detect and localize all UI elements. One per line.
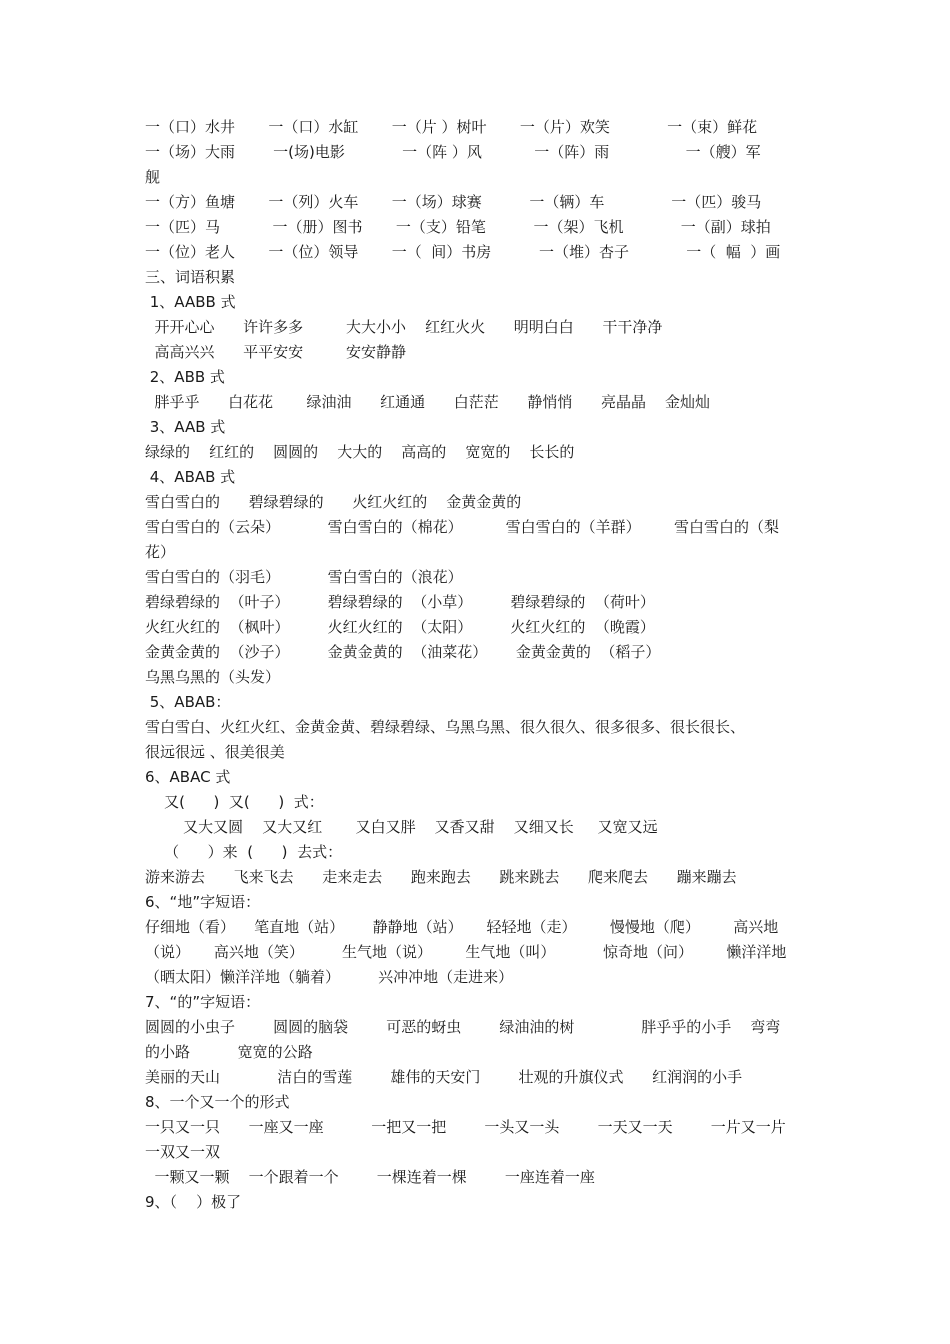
text-line: 雪白雪白、火红火红、金黄金黄、碧绿碧绿、乌黑乌黑、很久很久、很多很多、很长很长、 [145,718,746,736]
text-line: 开开心心 许许多多 大大小小 红红火火 明明白白 干干净净 [145,318,663,336]
text-line: 1、AABB 式 [145,293,236,311]
text-line: 一（方）鱼塘 一（列）火车 一（场）球赛 一（辆）车 一（匹）骏马 [145,193,762,211]
text-line: 6、ABAC 式 [145,768,231,786]
text-line: 一（位）老人 一（位）领导 一（ 间）书房 一（堆）杏子 一（ 幅 ）画 [145,243,781,261]
text-line: 胖乎乎 白花花 绿油油 红通通 白茫茫 静悄悄 亮晶晶 金灿灿 [145,393,711,411]
text-line: 碧绿碧绿的 （叶子） 碧绿碧绿的 （小草） 碧绿碧绿的 （荷叶） [145,593,655,611]
text-line: 美丽的天山 洁白的雪莲 雄伟的天安门 壮观的升旗仪式 红润润的小手 [145,1068,743,1086]
text-line: 乌黑乌黑的（头发） [145,668,281,686]
text-line: 绿绿的 红红的 圆圆的 大大的 高高的 宽宽的 长长的 [145,443,575,461]
text-line: 一（匹）马 一（册）图书 一（支）铅笔 一（架）飞机 一（副）球拍 [145,218,771,236]
text-line: 2、ABB 式 [145,368,225,386]
text-line: 雪白雪白的 碧绿碧绿的 火红火红的 金黄金黄的 [145,493,522,511]
text-line: 仔细地（看） 笔直地（站） 静静地（站） 轻轻地（走） 慢慢地（爬） 高兴地 [145,918,779,936]
text-line: 7、“的”字短语： [145,993,261,1011]
text-line: 一只又一只 一座又一座 一把又一把 一头又一头 一天又一天 一片又一片 [145,1118,786,1136]
text-line: 4、ABAB 式 [145,468,236,486]
text-line: 一（场）大雨 一(场)电影 一（阵 ）风 一（阵）雨 一（艘）军 [145,143,761,161]
text-line: 三、词语积累 [145,268,236,286]
text-line: 圆圆的小虫子 圆圆的脑袋 可恶的蚜虫 绿油油的树 胖乎乎的小手 弯弯 [145,1018,781,1036]
text-line: 很远很远 、很美很美 [145,743,285,761]
text-line: 雪白雪白的（羽毛） 雪白雪白的（浪花） [145,568,463,586]
text-line: 舰 [145,168,161,186]
text-line: 9、（ ）极了 [145,1193,242,1211]
text-line: 花） [145,543,176,561]
text-line: 8、一个又一个的形式 [145,1093,290,1111]
text-line: 的小路 宽宽的公路 [145,1043,313,1061]
text-line: 6、“地”字短语： [145,893,261,911]
text-line: （ ）来 ( ) 去式： [145,843,343,861]
text-line: 5、ABAB： [145,693,231,711]
text-line: 又( ) 又( ) 式： [145,793,324,811]
text-line: 一双又一双 [145,1143,221,1161]
text-line: 金黄金黄的 （沙子） 金黄金黄的 （油菜花） 金黄金黄的 （稻子） [145,643,661,661]
text-line: 3、AAB 式 [145,418,226,436]
text-line: （晒太阳）懒洋洋地（躺着） 兴冲冲地（走进来） [145,968,514,986]
text-line: 一（口）水井 一（口）水缸 一（片 ）树叶 一（片）欢笑 一（束）鲜花 [145,118,758,136]
text-line: 一颗又一颗 一个跟着一个 一棵连着一棵 一座连着一座 [145,1168,595,1186]
text-line: （说） 高兴地（笑） 生气地（说） 生气地（叫） 惊奇地（问） 懒洋洋地 [145,943,787,961]
text-line: 游来游去 飞来飞去 走来走去 跑来跑去 跳来跳去 爬来爬去 蹦来蹦去 [145,868,737,886]
text-line: 又大又圆 又大又红 又白又胖 又香又甜 又细又长 又宽又远 [145,818,658,836]
text-line: 高高兴兴 平平安安 安安静静 [145,343,407,361]
text-line: 火红火红的 （枫叶） 火红火红的 （太阳） 火红火红的 （晚霞） [145,618,655,636]
text-line: 雪白雪白的（云朵） 雪白雪白的（棉花） 雪白雪白的（羊群） 雪白雪白的（梨 [145,518,779,536]
